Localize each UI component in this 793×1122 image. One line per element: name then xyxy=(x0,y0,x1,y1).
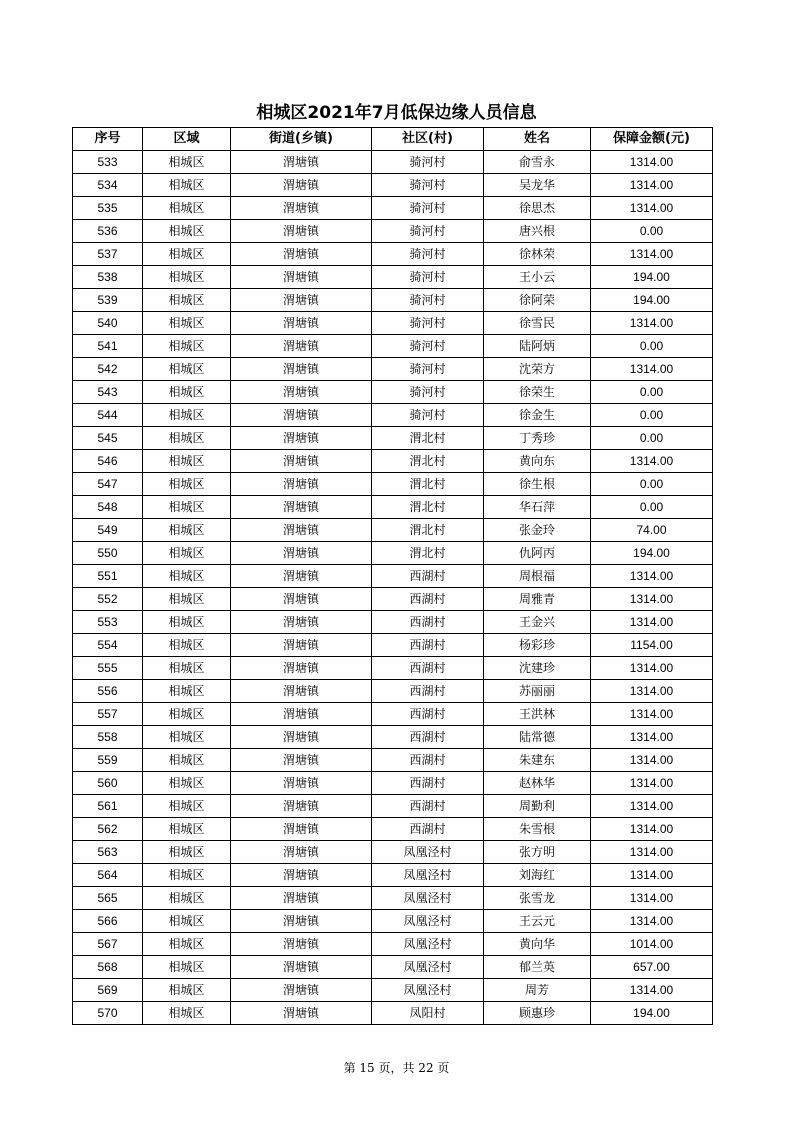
table-row xyxy=(73,427,713,450)
row-street: 渭塘镇 xyxy=(231,841,372,864)
row-amount: 1314.00 xyxy=(591,197,713,220)
row-region: 相城区 xyxy=(143,519,231,542)
row-amount: 194.00 xyxy=(591,542,713,565)
row-amount: 1314.00 xyxy=(591,703,713,726)
row-street: 渭塘镇 xyxy=(231,381,372,404)
row-amount: 0.00 xyxy=(591,496,713,519)
row-region: 相城区 xyxy=(143,404,231,427)
row-name: 王小云 xyxy=(484,266,591,289)
row-street: 渭塘镇 xyxy=(231,956,372,979)
row-amount: 1314.00 xyxy=(591,657,713,680)
row-seq: 566 xyxy=(73,910,143,933)
row-street: 渭塘镇 xyxy=(231,1002,372,1025)
row-community: 渭北村 xyxy=(372,427,484,450)
header-region: 区域 xyxy=(143,128,231,151)
table-row xyxy=(73,335,713,358)
row-amount: 1314.00 xyxy=(591,565,713,588)
row-name: 周芳 xyxy=(484,979,591,1002)
row-name: 仇阿丙 xyxy=(484,542,591,565)
row-street: 渭塘镇 xyxy=(231,335,372,358)
row-amount: 1314.00 xyxy=(591,588,713,611)
table-row xyxy=(73,864,713,887)
row-name: 张雪龙 xyxy=(484,887,591,910)
row-region: 相城区 xyxy=(143,243,231,266)
row-name: 沈建珍 xyxy=(484,657,591,680)
row-seq: 547 xyxy=(73,473,143,496)
row-community: 凤凰泾村 xyxy=(372,933,484,956)
row-street: 渭塘镇 xyxy=(231,404,372,427)
table-row xyxy=(73,312,713,335)
row-community: 骑河村 xyxy=(372,289,484,312)
row-region: 相城区 xyxy=(143,726,231,749)
row-name: 周雅青 xyxy=(484,588,591,611)
row-name: 黄向东 xyxy=(484,450,591,473)
row-amount: 0.00 xyxy=(591,473,713,496)
row-amount: 1314.00 xyxy=(591,726,713,749)
row-seq: 553 xyxy=(73,611,143,634)
row-community: 西湖村 xyxy=(372,818,484,841)
row-region: 相城区 xyxy=(143,956,231,979)
row-community: 凤凰泾村 xyxy=(372,864,484,887)
row-amount: 1014.00 xyxy=(591,933,713,956)
row-seq: 552 xyxy=(73,588,143,611)
row-amount: 0.00 xyxy=(591,427,713,450)
row-seq: 564 xyxy=(73,864,143,887)
table-row xyxy=(73,197,713,220)
row-street: 渭塘镇 xyxy=(231,818,372,841)
row-community: 骑河村 xyxy=(372,358,484,381)
row-community: 凤阳村 xyxy=(372,1002,484,1025)
row-region: 相城区 xyxy=(143,887,231,910)
row-region: 相城区 xyxy=(143,933,231,956)
row-community: 骑河村 xyxy=(372,404,484,427)
row-street: 渭塘镇 xyxy=(231,289,372,312)
row-amount: 1314.00 xyxy=(591,910,713,933)
table-row xyxy=(73,1002,713,1025)
row-region: 相城区 xyxy=(143,818,231,841)
header-community: 社区(村) xyxy=(372,128,484,151)
table-row xyxy=(73,381,713,404)
row-amount: 1314.00 xyxy=(591,772,713,795)
row-seq: 568 xyxy=(73,956,143,979)
row-name: 王洪林 xyxy=(484,703,591,726)
row-amount: 1314.00 xyxy=(591,795,713,818)
table-row xyxy=(73,910,713,933)
row-name: 华石萍 xyxy=(484,496,591,519)
row-seq: 535 xyxy=(73,197,143,220)
row-seq: 561 xyxy=(73,795,143,818)
row-region: 相城区 xyxy=(143,220,231,243)
row-street: 渭塘镇 xyxy=(231,427,372,450)
row-region: 相城区 xyxy=(143,588,231,611)
row-region: 相城区 xyxy=(143,289,231,312)
row-community: 骑河村 xyxy=(372,220,484,243)
table-row xyxy=(73,542,713,565)
header-street: 街道(乡镇) xyxy=(231,128,372,151)
row-name: 俞雪永 xyxy=(484,151,591,174)
row-street: 渭塘镇 xyxy=(231,312,372,335)
row-region: 相城区 xyxy=(143,864,231,887)
row-region: 相城区 xyxy=(143,542,231,565)
row-region: 相城区 xyxy=(143,266,231,289)
row-community: 西湖村 xyxy=(372,772,484,795)
row-street: 渭塘镇 xyxy=(231,519,372,542)
row-region: 相城区 xyxy=(143,473,231,496)
row-name: 徐阿荣 xyxy=(484,289,591,312)
row-community: 西湖村 xyxy=(372,795,484,818)
row-seq: 558 xyxy=(73,726,143,749)
row-seq: 541 xyxy=(73,335,143,358)
row-region: 相城区 xyxy=(143,312,231,335)
row-seq: 537 xyxy=(73,243,143,266)
row-name: 丁秀珍 xyxy=(484,427,591,450)
row-community: 骑河村 xyxy=(372,197,484,220)
table-row xyxy=(73,634,713,657)
row-community: 西湖村 xyxy=(372,634,484,657)
row-street: 渭塘镇 xyxy=(231,588,372,611)
row-name: 徐林荣 xyxy=(484,243,591,266)
table-row xyxy=(73,795,713,818)
row-street: 渭塘镇 xyxy=(231,749,372,772)
row-amount: 1314.00 xyxy=(591,841,713,864)
row-name: 王云元 xyxy=(484,910,591,933)
row-community: 骑河村 xyxy=(372,381,484,404)
row-region: 相城区 xyxy=(143,910,231,933)
row-region: 相城区 xyxy=(143,358,231,381)
row-region: 相城区 xyxy=(143,1002,231,1025)
row-seq: 556 xyxy=(73,680,143,703)
row-name: 朱雪根 xyxy=(484,818,591,841)
row-region: 相城区 xyxy=(143,450,231,473)
row-amount: 74.00 xyxy=(591,519,713,542)
row-region: 相城区 xyxy=(143,565,231,588)
row-community: 渭北村 xyxy=(372,450,484,473)
row-region: 相城区 xyxy=(143,335,231,358)
row-street: 渭塘镇 xyxy=(231,266,372,289)
row-name: 唐兴根 xyxy=(484,220,591,243)
row-amount: 1314.00 xyxy=(591,887,713,910)
row-seq: 536 xyxy=(73,220,143,243)
row-street: 渭塘镇 xyxy=(231,473,372,496)
row-community: 西湖村 xyxy=(372,726,484,749)
row-name: 周根福 xyxy=(484,565,591,588)
row-street: 渭塘镇 xyxy=(231,726,372,749)
row-community: 凤凰泾村 xyxy=(372,887,484,910)
row-seq: 551 xyxy=(73,565,143,588)
row-seq: 550 xyxy=(73,542,143,565)
row-community: 凤凰泾村 xyxy=(372,910,484,933)
row-region: 相城区 xyxy=(143,703,231,726)
row-amount: 1314.00 xyxy=(591,358,713,381)
row-community: 西湖村 xyxy=(372,588,484,611)
row-amount: 1154.00 xyxy=(591,634,713,657)
row-street: 渭塘镇 xyxy=(231,542,372,565)
row-seq: 540 xyxy=(73,312,143,335)
table-row xyxy=(73,450,713,473)
row-seq: 545 xyxy=(73,427,143,450)
table-row xyxy=(73,703,713,726)
table-row xyxy=(73,588,713,611)
row-region: 相城区 xyxy=(143,174,231,197)
row-community: 骑河村 xyxy=(372,151,484,174)
row-name: 吴龙华 xyxy=(484,174,591,197)
row-seq: 560 xyxy=(73,772,143,795)
table-row xyxy=(73,404,713,427)
row-community: 西湖村 xyxy=(372,749,484,772)
row-street: 渭塘镇 xyxy=(231,910,372,933)
table-header-row xyxy=(73,128,713,151)
row-community: 骑河村 xyxy=(372,266,484,289)
table-row xyxy=(73,841,713,864)
row-amount: 0.00 xyxy=(591,381,713,404)
row-region: 相城区 xyxy=(143,680,231,703)
row-street: 渭塘镇 xyxy=(231,795,372,818)
row-name: 徐雪民 xyxy=(484,312,591,335)
row-seq: 557 xyxy=(73,703,143,726)
row-region: 相城区 xyxy=(143,427,231,450)
row-amount: 657.00 xyxy=(591,956,713,979)
row-community: 渭北村 xyxy=(372,473,484,496)
row-street: 渭塘镇 xyxy=(231,887,372,910)
table-row xyxy=(73,565,713,588)
row-name: 徐生根 xyxy=(484,473,591,496)
table-row xyxy=(73,956,713,979)
table-row xyxy=(73,358,713,381)
row-street: 渭塘镇 xyxy=(231,197,372,220)
row-name: 张方明 xyxy=(484,841,591,864)
row-amount: 1314.00 xyxy=(591,243,713,266)
row-name: 徐金生 xyxy=(484,404,591,427)
row-community: 骑河村 xyxy=(372,174,484,197)
table-row xyxy=(73,289,713,312)
row-amount: 1314.00 xyxy=(591,818,713,841)
row-street: 渭塘镇 xyxy=(231,634,372,657)
row-community: 凤凰泾村 xyxy=(372,841,484,864)
row-seq: 546 xyxy=(73,450,143,473)
row-name: 郁兰英 xyxy=(484,956,591,979)
row-name: 苏丽丽 xyxy=(484,680,591,703)
row-amount: 194.00 xyxy=(591,289,713,312)
page-title: 相城区2021年7月低保边缘人员信息 xyxy=(256,103,537,123)
row-seq: 569 xyxy=(73,979,143,1002)
row-community: 西湖村 xyxy=(372,703,484,726)
row-community: 西湖村 xyxy=(372,657,484,680)
row-region: 相城区 xyxy=(143,634,231,657)
row-community: 骑河村 xyxy=(372,243,484,266)
row-street: 渭塘镇 xyxy=(231,174,372,197)
row-community: 西湖村 xyxy=(372,611,484,634)
row-street: 渭塘镇 xyxy=(231,772,372,795)
row-amount: 194.00 xyxy=(591,266,713,289)
row-street: 渭塘镇 xyxy=(231,933,372,956)
row-amount: 1314.00 xyxy=(591,611,713,634)
row-amount: 0.00 xyxy=(591,404,713,427)
table-row xyxy=(73,220,713,243)
table-row xyxy=(73,979,713,1002)
row-street: 渭塘镇 xyxy=(231,680,372,703)
row-amount: 0.00 xyxy=(591,220,713,243)
table-row xyxy=(73,243,713,266)
row-seq: 548 xyxy=(73,496,143,519)
row-amount: 0.00 xyxy=(591,335,713,358)
table-row xyxy=(73,772,713,795)
row-community: 西湖村 xyxy=(372,680,484,703)
row-seq: 565 xyxy=(73,887,143,910)
row-seq: 549 xyxy=(73,519,143,542)
row-name: 杨彩珍 xyxy=(484,634,591,657)
row-community: 渭北村 xyxy=(372,519,484,542)
row-seq: 570 xyxy=(73,1002,143,1025)
row-street: 渭塘镇 xyxy=(231,611,372,634)
row-seq: 555 xyxy=(73,657,143,680)
row-street: 渭塘镇 xyxy=(231,864,372,887)
row-community: 渭北村 xyxy=(372,496,484,519)
table-row xyxy=(73,519,713,542)
row-seq: 567 xyxy=(73,933,143,956)
row-community: 渭北村 xyxy=(372,542,484,565)
row-amount: 1314.00 xyxy=(591,450,713,473)
row-amount: 1314.00 xyxy=(591,151,713,174)
row-name: 刘海红 xyxy=(484,864,591,887)
table-row xyxy=(73,266,713,289)
row-region: 相城区 xyxy=(143,795,231,818)
row-amount: 1314.00 xyxy=(591,680,713,703)
row-name: 徐思杰 xyxy=(484,197,591,220)
table-row xyxy=(73,726,713,749)
row-seq: 534 xyxy=(73,174,143,197)
row-seq: 559 xyxy=(73,749,143,772)
row-street: 渭塘镇 xyxy=(231,979,372,1002)
row-seq: 554 xyxy=(73,634,143,657)
row-name: 赵林华 xyxy=(484,772,591,795)
row-amount: 1314.00 xyxy=(591,749,713,772)
page-footer: 第 15 页，共 22 页 xyxy=(343,1061,450,1075)
row-seq: 542 xyxy=(73,358,143,381)
row-amount: 194.00 xyxy=(591,1002,713,1025)
row-region: 相城区 xyxy=(143,749,231,772)
row-community: 凤凰泾村 xyxy=(372,979,484,1002)
table-row xyxy=(73,174,713,197)
row-region: 相城区 xyxy=(143,841,231,864)
row-name: 朱建东 xyxy=(484,749,591,772)
row-community: 西湖村 xyxy=(372,565,484,588)
table-row xyxy=(73,680,713,703)
row-region: 相城区 xyxy=(143,496,231,519)
table-row xyxy=(73,151,713,174)
row-street: 渭塘镇 xyxy=(231,657,372,680)
row-name: 陆常德 xyxy=(484,726,591,749)
row-community: 骑河村 xyxy=(372,335,484,358)
row-name: 周勤利 xyxy=(484,795,591,818)
row-name: 王金兴 xyxy=(484,611,591,634)
row-region: 相城区 xyxy=(143,151,231,174)
row-region: 相城区 xyxy=(143,772,231,795)
row-region: 相城区 xyxy=(143,657,231,680)
row-name: 顾惠珍 xyxy=(484,1002,591,1025)
row-street: 渭塘镇 xyxy=(231,151,372,174)
row-street: 渭塘镇 xyxy=(231,450,372,473)
row-street: 渭塘镇 xyxy=(231,358,372,381)
row-name: 张金玲 xyxy=(484,519,591,542)
table-row xyxy=(73,496,713,519)
row-name: 黄向华 xyxy=(484,933,591,956)
row-amount: 1314.00 xyxy=(591,864,713,887)
header-seq: 序号 xyxy=(73,128,143,151)
row-region: 相城区 xyxy=(143,979,231,1002)
row-street: 渭塘镇 xyxy=(231,243,372,266)
data-table xyxy=(72,127,713,1025)
row-community: 骑河村 xyxy=(372,312,484,335)
row-amount: 1314.00 xyxy=(591,979,713,1002)
row-street: 渭塘镇 xyxy=(231,496,372,519)
row-seq: 539 xyxy=(73,289,143,312)
row-amount: 1314.00 xyxy=(591,174,713,197)
header-amount: 保障金额(元) xyxy=(591,128,713,151)
row-seq: 533 xyxy=(73,151,143,174)
header-name: 姓名 xyxy=(484,128,591,151)
row-community: 凤凰泾村 xyxy=(372,956,484,979)
table-row xyxy=(73,818,713,841)
row-region: 相城区 xyxy=(143,611,231,634)
row-amount: 1314.00 xyxy=(591,312,713,335)
row-seq: 563 xyxy=(73,841,143,864)
table-row xyxy=(73,473,713,496)
row-seq: 562 xyxy=(73,818,143,841)
row-region: 相城区 xyxy=(143,381,231,404)
row-name: 徐荣生 xyxy=(484,381,591,404)
table-row xyxy=(73,887,713,910)
table-row xyxy=(73,749,713,772)
row-seq: 543 xyxy=(73,381,143,404)
row-street: 渭塘镇 xyxy=(231,703,372,726)
row-seq: 538 xyxy=(73,266,143,289)
table-row xyxy=(73,611,713,634)
table-row xyxy=(73,657,713,680)
row-name: 陆阿炳 xyxy=(484,335,591,358)
row-name: 沈荣方 xyxy=(484,358,591,381)
row-street: 渭塘镇 xyxy=(231,220,372,243)
row-seq: 544 xyxy=(73,404,143,427)
row-region: 相城区 xyxy=(143,197,231,220)
table-row xyxy=(73,933,713,956)
row-street: 渭塘镇 xyxy=(231,565,372,588)
